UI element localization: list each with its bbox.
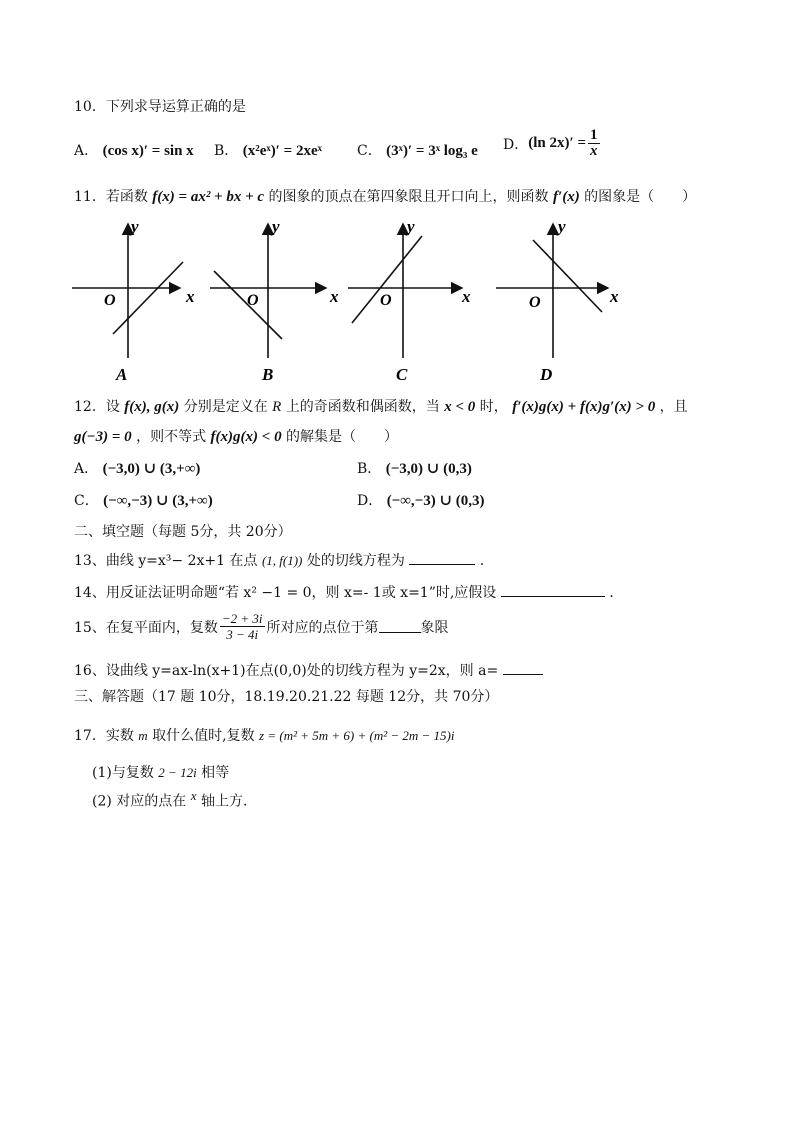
text: ，且 — [659, 399, 688, 415]
y-axis-label: y — [272, 217, 280, 236]
x-axis-label: x — [610, 287, 619, 306]
text: 的图象是（ ） — [584, 189, 697, 205]
graph-label: B — [262, 365, 274, 382]
q12-line1 — [74, 396, 688, 416]
q12-line2 — [74, 426, 398, 446]
graph-label: D — [540, 365, 553, 382]
text: . — [609, 585, 614, 601]
y-axis-label: y — [558, 217, 566, 236]
option-label: C． — [357, 143, 382, 159]
graph-a — [72, 217, 195, 382]
math-expression: g(−3) = 0 — [74, 429, 132, 445]
derivative-line — [113, 262, 183, 334]
math-expression: (−3,0) ∪ (3,+∞) — [102, 461, 201, 477]
math-expression: f(x)g(x) < 0 — [210, 429, 282, 445]
math-expression: f′(x) — [552, 189, 580, 205]
math-expression: (1, f(1)) — [261, 553, 303, 568]
math-expression: (−∞,−3) ∪ (0,3) — [386, 493, 485, 509]
math-expression: m — [138, 728, 148, 743]
section-heading: 三、解答题（17 题 10分，18.19.20.21.22 每题 12分，共 70分） — [74, 689, 499, 705]
origin-label: O — [380, 292, 392, 309]
section-heading: 二、填空题（每题 5分，共 20分） — [74, 524, 292, 540]
q12-option-b — [357, 458, 472, 478]
math-expression: f(x) = ax² + bx + c — [152, 189, 265, 205]
text: 处的切线方程为 — [306, 553, 405, 569]
q10-option-c — [357, 140, 478, 160]
fraction — [220, 611, 265, 642]
q16 — [74, 660, 543, 680]
x-axis-label: x — [462, 287, 471, 306]
text: 11．若函数 — [74, 189, 148, 205]
answer-blank[interactable] — [503, 662, 543, 675]
q11-graphs — [0, 212, 794, 382]
denominator: x — [590, 143, 598, 159]
numerator: 1 — [590, 127, 598, 143]
text: . — [479, 553, 485, 569]
math-expression: f(x), g(x) — [124, 399, 180, 415]
numerator: −2 + 3i — [221, 611, 263, 626]
math-expression: (x²eˣ)′ = 2xeˣ — [242, 143, 322, 159]
math-expression: x < 0 — [444, 399, 476, 415]
math-expression: (3ˣ)′ = 3ˣ log₃ e — [386, 143, 478, 159]
derivative-line — [533, 240, 602, 312]
text: (2) 对应的点在 — [92, 793, 187, 810]
text: 上的奇函数和偶函数，当 — [285, 399, 440, 415]
text: 的解集是（ ） — [286, 429, 399, 445]
text: 相等 — [201, 765, 230, 781]
x-axis-label: x — [186, 287, 195, 306]
math-expression: R — [272, 399, 282, 415]
origin-label: O — [247, 292, 259, 309]
math-expression: (−3,0) ∪ (0,3) — [385, 461, 472, 477]
text: ，则不等式 — [136, 429, 207, 445]
x-axis-label: x — [330, 287, 339, 306]
option-label: C． — [74, 493, 99, 509]
math-expression: (cos x)′ = sin x — [102, 143, 194, 159]
text: 12．设 — [74, 399, 120, 415]
graph-label: C — [396, 365, 408, 382]
denominator: 3 − 4i — [226, 627, 259, 642]
option-label: A． — [74, 461, 99, 477]
q17-part1 — [92, 762, 229, 782]
option-label: A． — [74, 143, 99, 159]
q10-stem: 10．下列求导运算正确的是 — [74, 99, 246, 115]
q13 — [74, 550, 484, 570]
text: 15、在复平面内，复数 — [74, 619, 218, 636]
text: (1)与复数 — [92, 765, 154, 781]
text: 时， — [479, 399, 508, 415]
answer-blank[interactable] — [501, 584, 605, 597]
math-expression: z = (m² + 5m + 6) + (m² − 2m − 15)i — [259, 728, 455, 743]
text: 14、用反证法证明命题“若 x² −1 = 0，则 x=- 1或 x=1”时,应假设 — [74, 585, 497, 601]
text: 13、曲线 y=x³− 2x+1 在点 — [74, 553, 258, 569]
text: 分别是定义在 — [183, 399, 268, 415]
math-expression: (ln 2x)′ = — [528, 135, 587, 151]
text: 象限 — [420, 619, 449, 636]
q10-option-a — [74, 140, 194, 160]
option-label: D． — [503, 136, 529, 153]
text: 所对应的点位于第 — [266, 619, 379, 636]
text: 16、设曲线 y=ax-ln(x+1)在点(0,0)处的切线方程为 y=2x，则 a= — [74, 663, 499, 679]
graph-b — [210, 217, 339, 382]
graph-d — [496, 217, 619, 382]
q10-option-d — [503, 128, 602, 159]
origin-label: O — [529, 294, 541, 311]
origin-label: O — [104, 292, 116, 309]
q17-part2 — [92, 788, 247, 811]
option-label: B． — [357, 461, 382, 477]
y-axis-label: y — [407, 217, 415, 236]
text: 的图象的顶点在第四象限且开口向上，则函数 — [268, 189, 549, 205]
q12-option-d — [357, 490, 485, 510]
math-expression: 2 − 12i — [158, 765, 197, 780]
text: 取什么值时,复数 — [152, 728, 255, 744]
y-axis-label: y — [131, 217, 139, 236]
graph-c — [348, 217, 471, 382]
option-label: B． — [214, 143, 239, 159]
q12-option-c — [74, 490, 213, 510]
text: 轴上方. — [200, 793, 248, 810]
q17-stem — [74, 725, 455, 745]
math-expression: x — [190, 788, 197, 803]
answer-blank[interactable] — [379, 620, 421, 633]
option-label: D． — [357, 493, 383, 509]
answer-blank[interactable] — [409, 552, 475, 565]
text: 17．实数 — [74, 728, 134, 744]
math-expression: f′(x)g(x) + f(x)g′(x) > 0 — [512, 399, 656, 415]
derivative-line — [352, 236, 422, 323]
math-expression: (−∞,−3) ∪ (3,+∞) — [103, 493, 213, 509]
q12-option-a — [74, 458, 200, 478]
q11-stem — [74, 186, 696, 206]
q14 — [74, 582, 614, 602]
q10-option-b — [214, 140, 322, 160]
q15 — [74, 611, 449, 642]
graph-label: A — [116, 365, 128, 382]
fraction — [588, 128, 600, 159]
